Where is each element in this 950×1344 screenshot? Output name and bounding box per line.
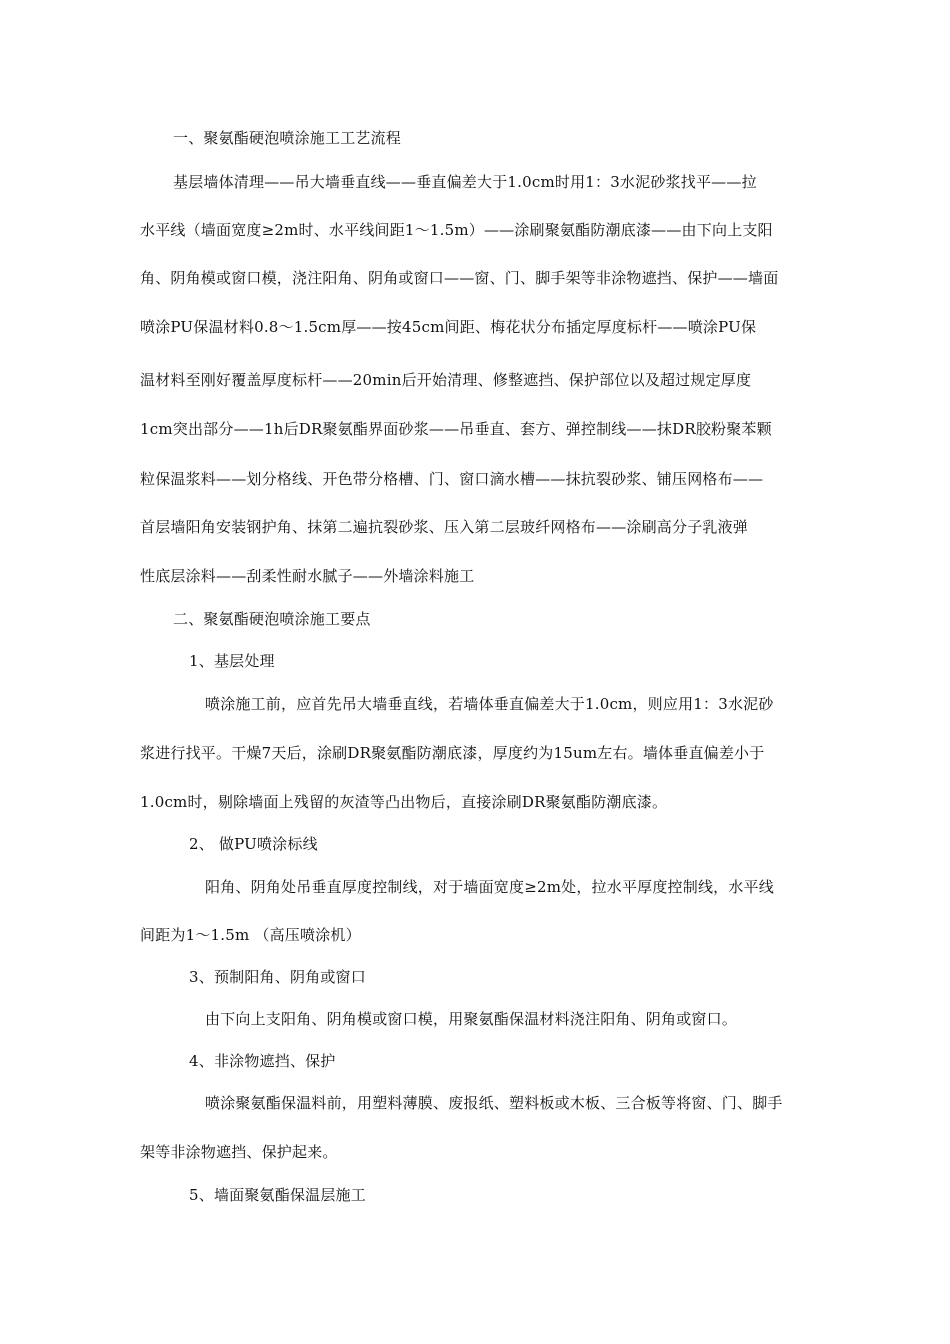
item-1-heading: 1、基层处理 — [189, 652, 275, 670]
item-4-heading: 4、非涂物遮挡、保护 — [189, 1052, 336, 1070]
section-1-line: 角、阴角模或窗口模，浇注阳角、阴角或窗口——窗、门、脚手架等非涂物遮挡、保护——墙面 — [140, 269, 779, 287]
section-1-line: 喷涂PU保温材料0.8～1.5cm厚——按45cm间距、梅花状分布插定厚度标杆——喷涂PU保 — [140, 318, 757, 336]
item-4-line: 架等非涂物遮挡、保护起来。 — [140, 1143, 338, 1161]
section-1-line: 温材料至刚好覆盖厚度标杆——20min后开始清理、修整遮挡、保护部位以及超过规定厚度 — [140, 371, 752, 389]
item-1-line: 喷涂施工前，应首先吊大墙垂直线，若墙体垂直偏差大于1.0cm，则应用1：3水泥砂 — [205, 695, 774, 713]
item-4-line: 喷涂聚氨酯保温料前，用塑料薄膜、废报纸、塑料板或木板、三合板等将窗、门、脚手 — [205, 1094, 783, 1112]
section-1-line: 性底层涂料——刮柔性耐水腻子——外墙涂料施工 — [140, 567, 475, 585]
section-2-title: 二、聚氨酯硬泡喷涂施工要点 — [173, 610, 371, 628]
section-1-line: 基层墙体清理——吊大墙垂直线——垂直偏差大于1.0cm时用1：3水泥砂浆找平——拉 — [173, 173, 757, 191]
item-3-line: 由下向上支阳角、阴角模或窗口模，用聚氨酯保温材料浇注阳角、阴角或窗口。 — [205, 1010, 738, 1028]
section-1-line: 粒保温浆料——划分格线、开色带分格槽、门、窗口滴水槽——抹抗裂砂浆、铺压网格布—— — [140, 470, 764, 488]
item-3-heading: 3、预制阳角、阴角或窗口 — [189, 968, 366, 986]
item-2-line: 间距为1～1.5m （高压喷涂机） — [140, 926, 361, 944]
section-1-title: 一、聚氨酯硬泡喷涂施工工艺流程 — [173, 129, 402, 147]
item-2-heading: 2、 做PU喷涂标线 — [189, 835, 318, 853]
item-1-line: 1.0cm时，剔除墙面上残留的灰渣等凸出物后，直接涂刷DR聚氨酯防潮底漆。 — [140, 793, 668, 811]
section-1-line: 首层墙阳角安装钢护角、抹第二遍抗裂砂浆、压入第二层玻纤网格布——涂刷高分子乳液弹 — [140, 518, 749, 536]
item-2-line: 阳角、阴角处吊垂直厚度控制线，对于墙面宽度≥2m处，拉水平厚度控制线，水平线 — [205, 878, 774, 896]
section-1-line: 1cm突出部分——1h后DR聚氨酯界面砂浆——吊垂直、套方、弹控制线——抹DR胶粉聚苯颗 — [140, 420, 772, 438]
section-1-line: 水平线（墙面宽度≥2m时、水平线间距1～1.5m）——涂刷聚氨酯防潮底漆——由下向上支阳 — [140, 221, 773, 239]
item-1-line: 浆进行找平。干燥7天后，涂刷DR聚氨酯防潮底漆，厚度约为15um左右。墙体垂直偏差小于 — [140, 744, 765, 762]
item-5-heading: 5、墙面聚氨酯保温层施工 — [189, 1186, 366, 1204]
